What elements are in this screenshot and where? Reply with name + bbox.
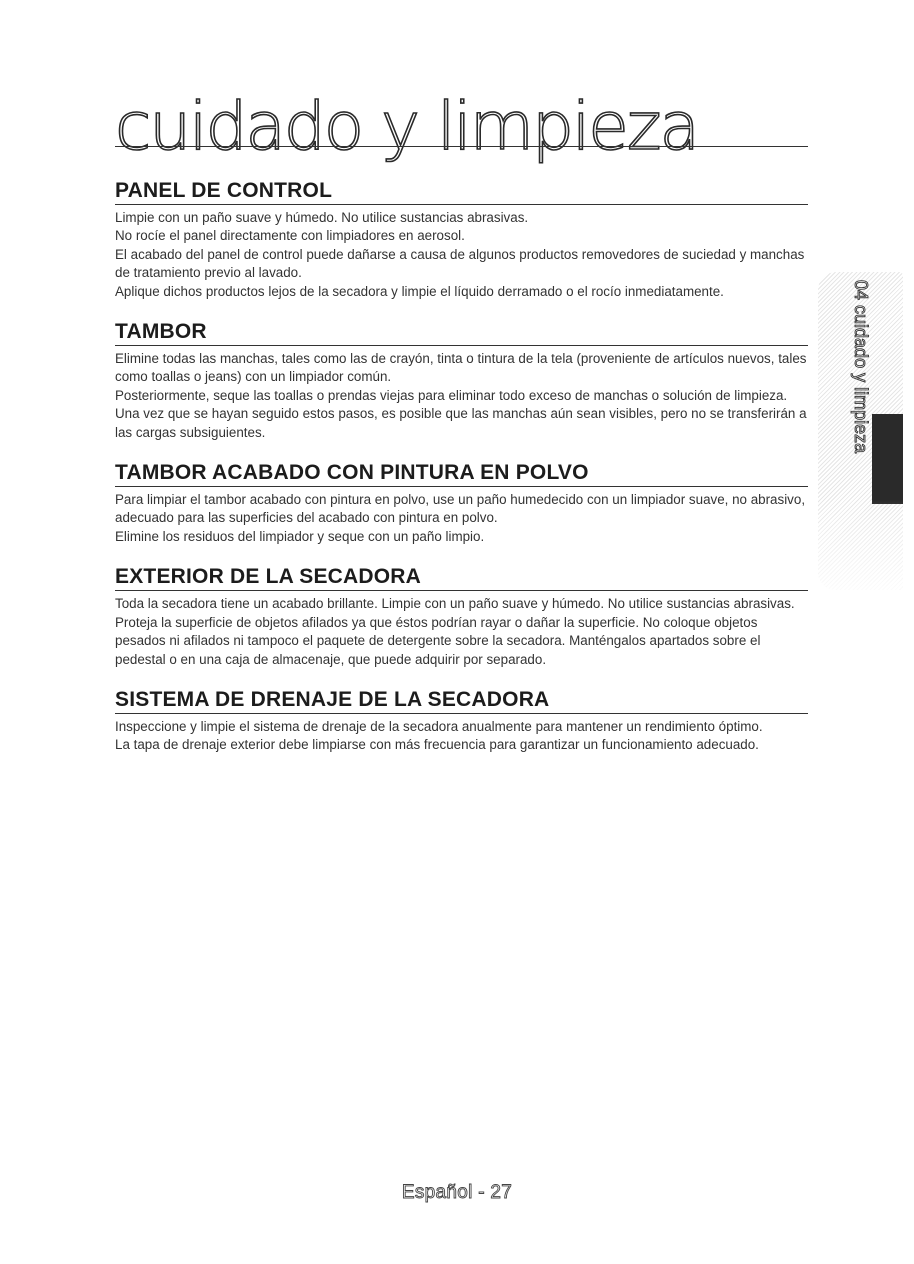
paragraph: Aplique dichos productos lejos de la secadora y limpie el líquido derramado o el rocío inmediatamente. <box>115 283 724 299</box>
paragraph: Elimine todas las manchas, tales como las de crayón, tinta o tintura de la tela (proveniente de artículos nuevos, tales como toallas o jeans) con un limpiador común. <box>115 351 807 385</box>
section-body <box>115 718 808 755</box>
section-tambor <box>115 319 808 442</box>
section-heading: EXTERIOR DE LA SECADORA <box>115 564 808 591</box>
paragraph: La tapa de drenaje exterior debe limpiarse con más frecuencia para garantizar un funcionamiento adecuado. <box>115 737 759 753</box>
chapter-tab-marker <box>872 414 903 504</box>
paragraph: Una vez que se hayan seguido estos pasos, es posible que las manchas aún sean visibles, pero no se transferirán a las cargas subsiguientes. <box>115 406 807 440</box>
section-body <box>115 491 808 546</box>
section-body <box>115 350 808 442</box>
paragraph: Toda la secadora tiene un acabado brillante. Limpie con un paño suave y húmedo. No utilice sustancias abrasivas. Proteja la superficie de objetos afilados ya que éstos podrían rayar o dañar la superficie. No coloque objetos pesados ni afilados ni tampoco el paquete de detergente sobre la secadora. Manténgalos apartados sobre el pedestal o en una caja de almacenaje, que puede adquirir por separado. <box>115 596 795 667</box>
paragraph: Posteriormente, seque las toallas o prendas viejas para eliminar todo exceso de manchas o solución de limpieza. <box>115 387 788 403</box>
section-tambor-pintura-polvo <box>115 460 808 546</box>
section-exterior-secadora <box>115 564 808 669</box>
paragraph: Inspeccione y limpie el sistema de drenaje de la secadora anualmente para mantener un rendimiento óptimo. <box>115 718 763 734</box>
title-divider <box>115 146 808 147</box>
section-panel-de-control <box>115 178 808 301</box>
chapter-tab-label: 04 cuidado y limpieza <box>851 280 871 454</box>
paragraph: No rocíe el panel directamente con limpiadores en aerosol. <box>115 228 465 244</box>
section-sistema-drenaje <box>115 687 808 755</box>
section-heading: TAMBOR ACABADO CON PINTURA EN POLVO <box>115 460 808 487</box>
section-heading: TAMBOR <box>115 319 808 346</box>
section-body <box>115 209 808 301</box>
paragraph: Limpie con un paño suave y húmedo. No utilice sustancias abrasivas. <box>115 210 529 225</box>
page-title: cuidado y limpieza <box>115 88 698 165</box>
section-heading: SISTEMA DE DRENAJE DE LA SECADORA <box>115 687 808 714</box>
page-content <box>115 178 808 773</box>
paragraph: Para limpiar el tambor acabado con pintura en polvo, use un paño humedecido con un limpiador suave, no abrasivo, adecuado para las superficies del acabado con pintura en polvo. <box>115 492 806 526</box>
paragraph: El acabado del panel de control puede dañarse a causa de algunos productos removedores de suciedad y manchas de tratamiento previo al lavado. <box>115 246 805 281</box>
chapter-side-tab <box>818 272 903 590</box>
section-body <box>115 595 808 669</box>
section-heading: PANEL DE CONTROL <box>115 178 808 205</box>
paragraph: Elimine los residuos del limpiador y seque con un paño limpio. <box>115 528 485 544</box>
page-number: Español - 27 <box>401 1182 513 1203</box>
